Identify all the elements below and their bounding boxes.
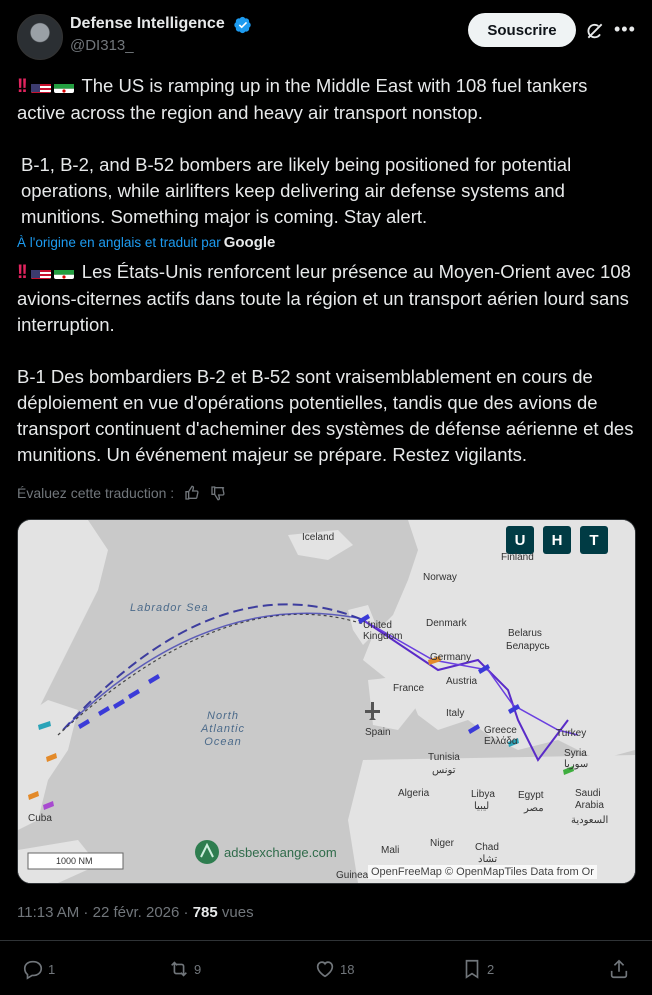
- ocean-label: North Atlantic Ocean: [200, 710, 246, 748]
- google-logo: Google: [223, 234, 276, 251]
- share-button[interactable]: [608, 958, 634, 980]
- thumbs-up-icon[interactable]: [184, 485, 200, 501]
- reply-button[interactable]: [22, 958, 55, 980]
- map-label: United Kingdom: [363, 620, 403, 642]
- post-date: 22 févr. 2026: [92, 904, 180, 921]
- reply-count: 1: [48, 961, 56, 977]
- flight-map-image[interactable]: [17, 519, 636, 884]
- like-button[interactable]: [314, 958, 354, 980]
- map-label: Germany: [430, 652, 472, 663]
- map-attribution: OpenFreeMap © OpenMapTiles Data from Or: [368, 865, 597, 879]
- map-label: سوريا: [564, 759, 589, 770]
- bookmark-icon: [461, 958, 483, 980]
- map-label: Libya: [471, 789, 495, 800]
- map-label: Greece: [484, 725, 517, 736]
- post-text-original-1: [17, 73, 637, 126]
- divider: [0, 940, 652, 941]
- map-label: تشاد: [478, 854, 498, 865]
- rate-translation: [17, 485, 226, 501]
- us-flag-icon: [31, 79, 51, 93]
- views-label: vues: [221, 904, 254, 921]
- repost-icon: [168, 958, 190, 980]
- post-text-original-line1: The US is ramping up in the Middle East with 108 fuel tankers active across the region and heavy air transport nonstop.: [17, 75, 588, 123]
- more-options-icon[interactable]: •••: [614, 19, 636, 39]
- post-timestamp[interactable]: 11:13 AM · 22 févr. 2026 · 785 vues: [17, 904, 254, 921]
- heart-icon: [314, 958, 336, 980]
- map-label: Syria: [564, 748, 587, 759]
- iran-flag-icon: [54, 79, 74, 93]
- map-label: Italy: [446, 708, 465, 719]
- map-label: Denmark: [426, 618, 467, 629]
- iran-flag-icon: [54, 265, 74, 279]
- post-text-original-line2: B-1, B-2, and B-52 bombers are likely being positioned for potential operations, while airlifters keep delivering air defense systems and munitions. Something major is coming. Stay alert.: [21, 154, 572, 227]
- map-label: Ελλάδα: [484, 736, 518, 747]
- map-label: Tunisia: [428, 752, 460, 763]
- map-label: مصر: [524, 803, 544, 814]
- rate-translation-label: Évaluez cette traduction :: [17, 485, 175, 501]
- map-scale: 1000 NM: [56, 856, 93, 866]
- bookmark-button[interactable]: [461, 958, 494, 980]
- map-label: Egypt: [518, 790, 544, 801]
- map-label: Беларусь: [506, 641, 550, 652]
- map-label: France: [393, 683, 425, 694]
- map-label: Mali: [381, 845, 400, 856]
- map-label: Belarus: [508, 628, 542, 639]
- verified-badge-icon: [234, 16, 252, 34]
- map-label: Finland: [501, 552, 534, 563]
- grok-icon[interactable]: [585, 21, 605, 41]
- bookmark-count: 2: [487, 961, 495, 977]
- avatar[interactable]: [17, 14, 63, 60]
- map-label: Chad: [475, 842, 499, 853]
- translation-note[interactable]: [17, 234, 275, 251]
- map-label: Algeria: [398, 788, 430, 799]
- us-flag-icon: [31, 265, 51, 279]
- map-label: Iceland: [302, 532, 335, 543]
- views-count: 785: [192, 904, 218, 921]
- translation-note-label: À l'origine en anglais et traduit par: [17, 235, 221, 250]
- double-exclamation-icon: !!: [17, 262, 26, 283]
- map-label: Guinea: [336, 870, 369, 881]
- map-label: تونس: [432, 765, 456, 776]
- post-text-translated-1: [17, 259, 637, 338]
- map-label: السعودية: [571, 815, 609, 826]
- author-handle[interactable]: @DI313_: [70, 37, 134, 54]
- subscribe-button[interactable]: Souscrire: [468, 13, 576, 47]
- map-label: Norway: [423, 572, 457, 583]
- map-graphic: [18, 520, 635, 883]
- map-label: Saudi Arabia: [575, 788, 604, 811]
- repost-count: 9: [194, 961, 202, 977]
- map-button-u[interactable]: U: [506, 526, 534, 554]
- post-text-translated-line2: B-1 Des bombardiers B-2 et B-52 sont vraisemblablement en cours de déploiement en vue d'opérations potentielles, tandis que des avions de transport continuent d'acheminer des systèmes de défense aérienne et des munitions. Un événement majeur se prépare. Restez vigilants.: [17, 366, 634, 465]
- map-label: Turkey: [556, 728, 587, 739]
- map-label: Austria: [446, 676, 478, 687]
- thumbs-down-icon[interactable]: [210, 485, 226, 501]
- map-button-h[interactable]: H: [543, 526, 571, 554]
- ocean-label: Labrador Sea: [130, 602, 209, 614]
- share-icon: [608, 958, 630, 980]
- map-button-t[interactable]: T: [580, 526, 608, 554]
- map-label: Niger: [430, 838, 454, 849]
- author-name[interactable]: Defense Intelligence: [70, 15, 225, 32]
- like-count: 18: [340, 961, 355, 977]
- post-time: 11:13 AM: [17, 904, 80, 921]
- map-label: ليبيا: [474, 801, 490, 812]
- adsbexchange-watermark: adsbexchange.com: [224, 845, 337, 860]
- double-exclamation-icon: !!: [17, 76, 26, 97]
- repost-button[interactable]: [168, 958, 201, 980]
- post-text-translated-line1: Les États-Unis renforcent leur présence au Moyen-Orient avec 108 avions-citernes actifs dans toute la région et un transport aérien lourd sans interruption.: [17, 261, 631, 335]
- map-label: Cuba: [28, 813, 52, 824]
- map-label: Spain: [365, 727, 391, 738]
- reply-icon: [22, 958, 44, 980]
